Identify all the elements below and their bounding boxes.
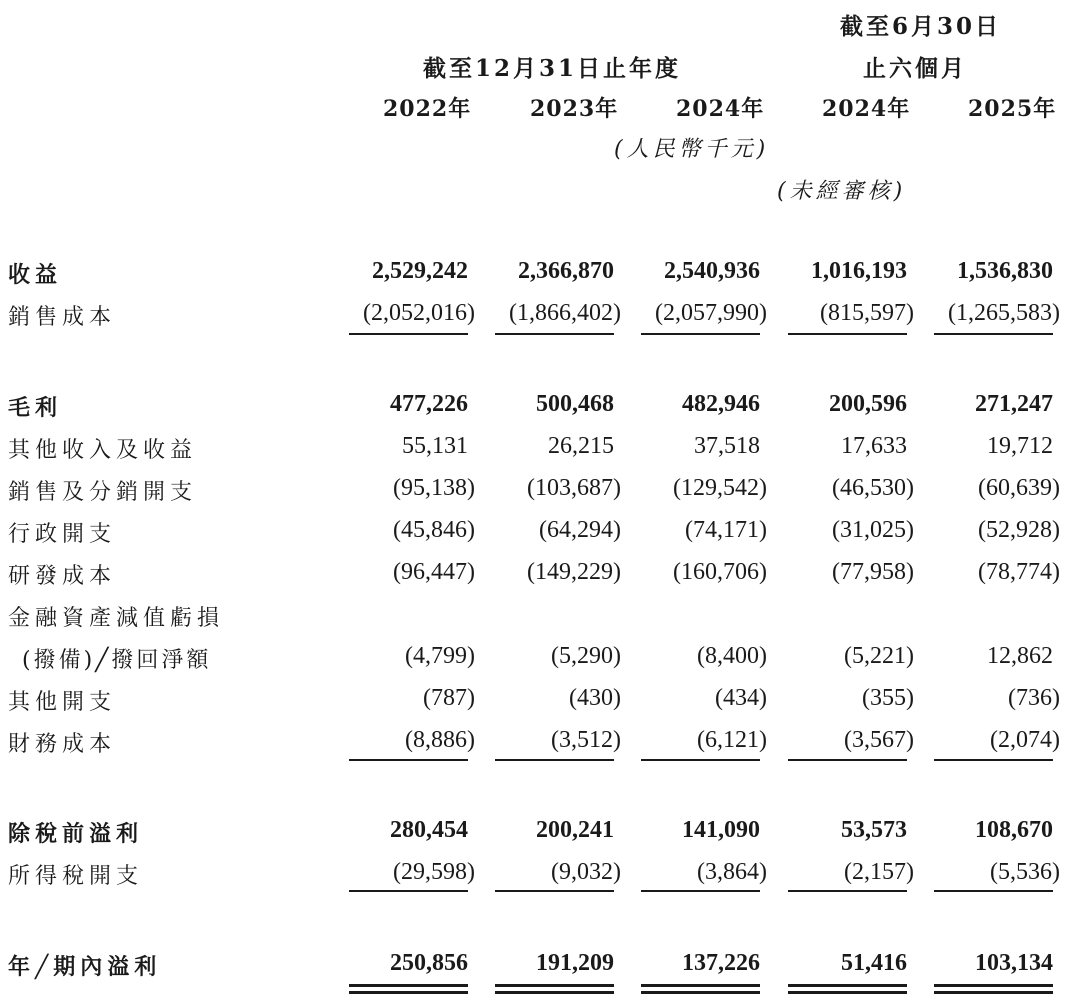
cell-admin-2023: (64,294)	[539, 517, 621, 543]
row-label-revenue: 收益	[8, 262, 63, 288]
cell-rd-2022: (96,447)	[393, 559, 475, 585]
row-label-profit-before-tax: 除稅前溢利	[8, 821, 144, 847]
six-months-heading-line1: 截至6月30日	[840, 13, 1002, 40]
currency-note: (人民幣千元)	[614, 137, 770, 162]
cell-finance-2024: (6,121)	[697, 727, 767, 753]
cell-impairment-2024h1: (5,221)	[844, 643, 914, 669]
subtotal-rule	[788, 759, 907, 761]
cell-admin-2024h1: (31,025)	[832, 517, 914, 543]
cell-other-income-2024h1: 17,633	[841, 433, 907, 459]
total-double-rule	[495, 991, 614, 994]
cell-impairment-2025h1: 12,862	[987, 643, 1053, 669]
column-year-2024: 2024年	[676, 96, 765, 122]
cell-finance-2022: (8,886)	[405, 727, 475, 753]
subtotal-rule	[641, 333, 760, 335]
cell-profit-2024h1: 51,416	[841, 950, 907, 976]
cell-revenue-2023: 2,366,870	[518, 258, 614, 284]
cell-other-expenses-2024: (434)	[715, 685, 767, 711]
subtotal-rule	[934, 333, 1053, 335]
subtotal-rule	[349, 890, 468, 892]
total-double-rule	[934, 984, 1053, 987]
cell-revenue-2024h1: 1,016,193	[811, 258, 907, 284]
cell-finance-2025h1: (2,074)	[990, 727, 1060, 753]
subtotal-rule	[495, 759, 614, 761]
subtotal-rule	[788, 890, 907, 892]
cell-other-expenses-2024h1: (355)	[862, 685, 914, 711]
total-double-rule	[788, 991, 907, 994]
row-label-income-tax: 所得稅開支	[8, 864, 144, 889]
column-year-2023: 2023年	[530, 96, 619, 122]
cell-tax-2024: (3,864)	[697, 859, 767, 885]
cell-tax-2025h1: (5,536)	[990, 859, 1060, 885]
cell-cost-of-sales-2025h1: (1,265,583)	[948, 300, 1060, 326]
cell-rd-2024h1: (77,958)	[832, 559, 914, 585]
cell-impairment-2022: (4,799)	[405, 643, 475, 669]
cell-revenue-2024: 2,540,936	[664, 258, 760, 284]
total-double-rule	[495, 984, 614, 987]
cell-revenue-2025h1: 1,536,830	[957, 258, 1053, 284]
total-double-rule	[641, 984, 760, 987]
cell-profit-2025h1: 103,134	[975, 950, 1053, 976]
cell-pbt-2024: 141,090	[682, 817, 760, 843]
subtotal-rule	[349, 759, 468, 761]
cell-admin-2025h1: (52,928)	[978, 517, 1060, 543]
cell-gross-profit-2022: 477,226	[390, 391, 468, 417]
cell-impairment-2023: (5,290)	[551, 643, 621, 669]
cell-other-expenses-2025h1: (736)	[1008, 685, 1060, 711]
cell-pbt-2025h1: 108,670	[975, 817, 1053, 843]
row-label-impairment-cont: (撥備)╱撥回淨額	[22, 648, 212, 673]
cell-profit-2023: 191,209	[536, 950, 614, 976]
cell-rd-2023: (149,229)	[527, 559, 621, 585]
cell-pbt-2022: 280,454	[390, 817, 468, 843]
cell-selling-2022: (95,138)	[393, 475, 475, 501]
subtotal-rule	[934, 890, 1053, 892]
cell-selling-2024: (129,542)	[673, 475, 767, 501]
cell-other-income-2022: 55,131	[402, 433, 468, 459]
cell-other-income-2023: 26,215	[548, 433, 614, 459]
row-label-gross-profit: 毛利	[8, 395, 63, 421]
cell-selling-2023: (103,687)	[527, 475, 621, 501]
subtotal-rule	[934, 759, 1053, 761]
cell-other-expenses-2022: (787)	[423, 685, 475, 711]
cell-other-expenses-2023: (430)	[569, 685, 621, 711]
unaudited-note: (未經審核)	[777, 179, 907, 204]
cell-rd-2024: (160,706)	[673, 559, 767, 585]
total-double-rule	[349, 991, 468, 994]
cell-revenue-2022: 2,529,242	[372, 258, 468, 284]
total-double-rule	[934, 991, 1053, 994]
subtotal-rule	[349, 333, 468, 335]
cell-tax-2024h1: (2,157)	[844, 859, 914, 885]
total-double-rule	[349, 984, 468, 987]
cell-pbt-2024h1: 53,573	[841, 817, 907, 843]
cell-gross-profit-2024h1: 200,596	[829, 391, 907, 417]
row-label-cost-of-sales: 銷售成本	[8, 305, 117, 330]
row-label-profit-for-period: 年╱期內溢利	[8, 954, 162, 980]
row-label-other-expenses: 其他開支	[8, 690, 117, 715]
row-label-other-income: 其他收入及收益	[8, 438, 198, 463]
cell-gross-profit-2023: 500,468	[536, 391, 614, 417]
cell-admin-2024: (74,171)	[685, 517, 767, 543]
subtotal-rule	[495, 890, 614, 892]
cell-other-income-2025h1: 19,712	[987, 433, 1053, 459]
subtotal-rule	[641, 759, 760, 761]
cell-finance-2023: (3,512)	[551, 727, 621, 753]
row-label-selling-expenses: 銷售及分銷開支	[8, 480, 198, 505]
cell-selling-2024h1: (46,530)	[832, 475, 914, 501]
cell-admin-2022: (45,846)	[393, 517, 475, 543]
cell-impairment-2024: (8,400)	[697, 643, 767, 669]
subtotal-rule	[788, 333, 907, 335]
row-label-finance-costs: 財務成本	[8, 732, 117, 757]
column-year-2024-h1: 2024年	[822, 96, 911, 122]
cell-cost-of-sales-2024h1: (815,597)	[820, 300, 914, 326]
cell-tax-2022: (29,598)	[393, 859, 475, 885]
cell-other-income-2024: 37,518	[694, 433, 760, 459]
row-label-admin-expenses: 行政開支	[8, 522, 117, 547]
cell-cost-of-sales-2022: (2,052,016)	[363, 300, 475, 326]
total-double-rule	[788, 984, 907, 987]
cell-gross-profit-2024: 482,946	[682, 391, 760, 417]
cell-tax-2023: (9,032)	[551, 859, 621, 885]
row-label-impairment: 金融資產減值虧損	[8, 606, 225, 631]
column-year-2025-h1: 2025年	[968, 96, 1057, 122]
column-year-2022: 2022年	[383, 96, 472, 122]
cell-profit-2024: 137,226	[682, 950, 760, 976]
cell-cost-of-sales-2024: (2,057,990)	[655, 300, 767, 326]
cell-selling-2025h1: (60,639)	[978, 475, 1060, 501]
cell-profit-2022: 250,856	[390, 950, 468, 976]
total-double-rule	[641, 991, 760, 994]
cell-rd-2025h1: (78,774)	[978, 559, 1060, 585]
cell-gross-profit-2025h1: 271,247	[975, 391, 1053, 417]
subtotal-rule	[495, 333, 614, 335]
six-months-heading-line2: 止六個月	[863, 55, 967, 82]
year-ended-heading: 截至12月31日止年度	[423, 55, 682, 82]
subtotal-rule	[641, 890, 760, 892]
cell-pbt-2023: 200,241	[536, 817, 614, 843]
cell-cost-of-sales-2023: (1,866,402)	[509, 300, 621, 326]
cell-finance-2024h1: (3,567)	[844, 727, 914, 753]
row-label-rd-costs: 研發成本	[8, 564, 117, 589]
